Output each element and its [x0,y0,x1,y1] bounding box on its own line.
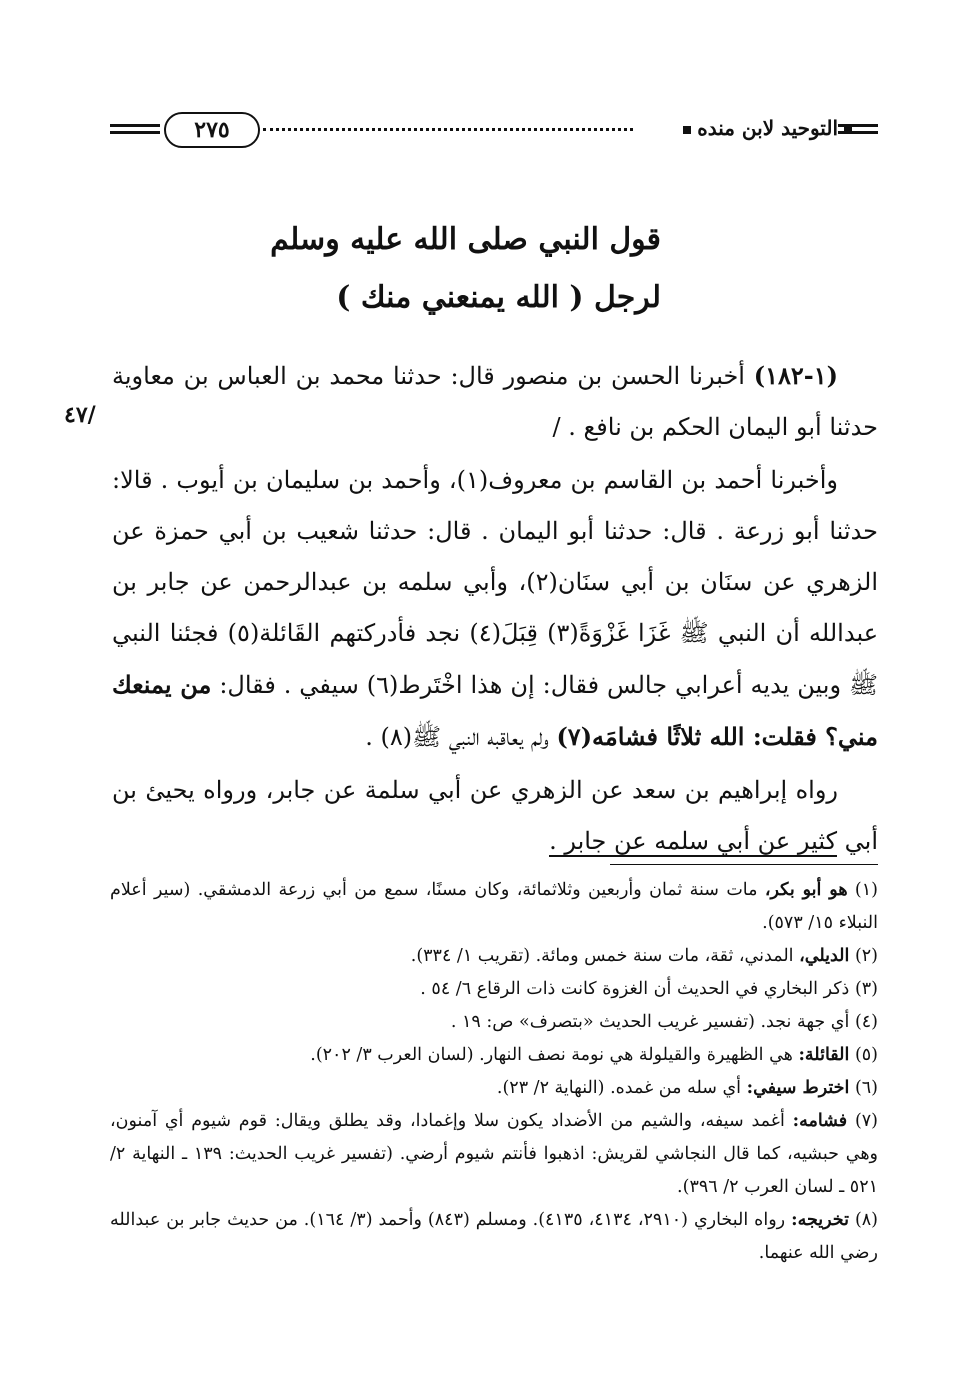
hadith-quote-bold: من يمنعك مني؟ فقلت: الله ثلاثًا فشامَه(٧) [112,670,878,751]
footnote-3 [110,973,878,1006]
footnote-text: ذكر البخاري في الحديث أن الغزوة كانت ذات الرقاع ٦/ ٥٤ . [420,979,850,999]
hadith-text: ولم يعاقبه النبي ﷺ(٨) . [365,723,557,751]
footnote-text: أغمد سيفه، والشيم من الأضداد يكون سلا وإغمادا، وقد يطلق ويقال: قوم شيوم أي آمنون، وهي حبشيه، كما قال النجاشي لقريش: اذهبوا فأنتم شيوم أرضي. (تفسير غريب الحديث: ١٣٩ ـ النهاية ٢/ ٥٢١ ـ لسان العرب ٢/ ٣٩٦). [110,1111,878,1197]
footnote-4 [110,1006,878,1039]
footnote-term: الديلي، [799,946,850,966]
footnote-5 [110,1039,878,1072]
footnote-text: المدني، ثقة، مات سنة خمس ومائة. (تقريب ١/ ٣٣٤). [410,946,800,966]
footnote-separator [610,864,878,865]
hadith-text: أخبرنا الحسن بن منصور قال: حدثنا محمد بن العباس بن معاوية حدثنا أبو اليمان الحكم بن نافع . / [112,362,878,441]
marginal-folio-note: /٤٧ [64,402,96,428]
footnote-number: (٣) [854,979,878,999]
footnote-text: أي سله من غمده. (النهاية ٢/ ٢٣). [496,1078,747,1098]
header-title: التوحيد لابن منده [697,116,838,140]
footnote-term: اخترط سيفي: [746,1078,850,1098]
footnote-text: مات سنة ثمان وأربعين وثلاثمائة، وكان مسنًا، سمع من أبي زرعة الدمشقي. (سير أعلام النبلاء ١٥/ ٥٧٣). [110,880,878,933]
hadith-paragraph-1 [112,350,878,453]
footnote-2 [110,940,878,973]
narration-text-underlined: كثير عن أبي سلمه عن جابر . [549,827,838,855]
footnote-text: رواه البخاري (٢٩١٠، ٤١٣٤، ٤١٣٥). ومسلم (٨٤٣) وأحمد (٣/ ١٦٤). من حديث جابر بن عبدالله رضي الله عنهما. [110,1210,878,1263]
footnote-number: (٧) [854,1111,878,1131]
footnote-7 [110,1105,878,1204]
footnote-number: (٤) [854,1012,878,1032]
footnote-number: (١) [854,880,878,900]
footnote-text: هي الظهيرة والقيلولة هي نومة نصف النهار. (لسان العرب ٣/ ٢٠٢). [310,1045,799,1065]
page-number-badge [164,112,260,148]
bullet-icon [844,126,852,134]
bullet-icon [683,126,691,134]
hadith-paragraph-2 [112,455,878,763]
footnote-number: (٥) [854,1045,878,1065]
page-number: ٢٧٥ [194,117,230,143]
footnote-term: تخريجه: [791,1210,849,1230]
hadith-number: (١-١٨٢) [753,361,838,390]
footnote-number: (٨) [854,1210,878,1230]
header-rule-middle [263,128,633,131]
footnote-term: القائلة: [798,1045,850,1065]
footnote-number: (٢) [854,946,878,966]
footnote-text: أي جهة نجد. (تفسير غريب الحديث «بتصرف» ص: ١٩ . [450,1012,850,1032]
footnote-1 [110,874,878,940]
footnote-term: فشامه: [792,1111,848,1131]
footnote-term: هو أبو بكر، [764,880,848,900]
section-heading-line2: لرجل ( الله يمنعني منك ) [336,280,661,315]
footnote-number: (٦) [854,1078,878,1098]
narration-text: رواه إبراهيم بن سعد عن الزهري عن أبي سلمة عن جابر، ورواه يحيئ بن أبي [112,776,878,855]
footnotes [110,874,878,1270]
footnote-6 [110,1072,878,1105]
header-rule-left [110,124,160,134]
header-title-wrap [677,116,858,140]
footnote-8 [110,1204,878,1270]
narration-paragraph [112,765,878,867]
running-header [110,114,878,148]
section-heading-line1: قول النبي صلى الله عليه وسلم [270,222,661,257]
hadith-text: وأخبرنا أحمد بن القاسم بن معروف(١)، وأحمد بن سليمان بن أيوب . قالا: حدثنا أبو زرعة . قال: حدثنا أبو اليمان . قال: حدثنا شعيب بن أبي حمزة عن الزهري عن سنَان بن أبي سنَان(٢)، وأبي سلمه بن عبدالرحمن عن جابر بن عبدالله أن النبي ﷺ غَزَا غَزْوَةً(٣) قِبَلَ(٤) نجد فأدركتهم القَائلة(٥) فجئنا النبي ﷺ وبين يديه أعرابي جالس فقال: إن هذا اخْتَرط(٦) سيفي . فقال: [112,466,879,699]
